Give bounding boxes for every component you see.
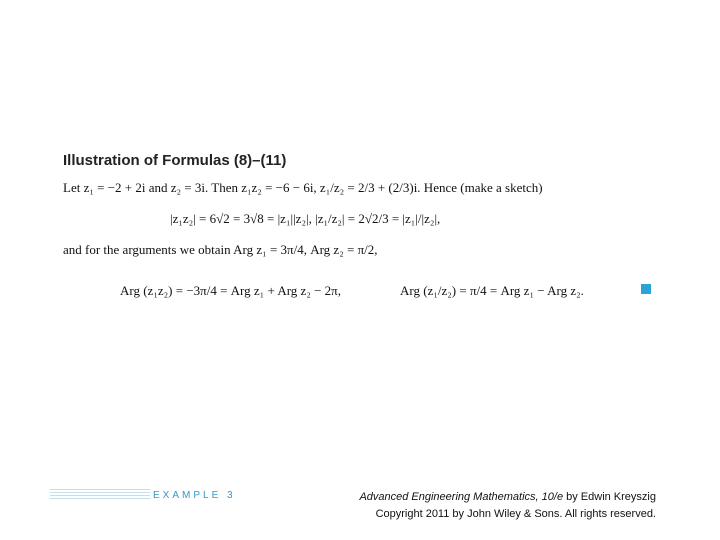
math-line-4a: Arg (z₁z₂) = −3π/4 = Arg z₁ + Arg z₂ − 2π, [120, 283, 341, 298]
math-line-3: and for the arguments we obtain Arg z₁ = 3π/4, Arg z₂ = π/2, [63, 242, 378, 257]
math-line-4b: Arg (z₁/z₂) = π/4 = Arg z₁ − Arg z₂. [400, 283, 584, 298]
end-of-example-square-icon [641, 284, 651, 294]
decorative-lines [50, 489, 150, 501]
footer-book-title: Advanced Engineering Mathematics, 10/e [359, 491, 564, 503]
math-line-1: Let z₁ = −2 + 2i and z₂ = 3i. Then z₁z₂ = −6 − 6i, z₁/z₂ = 2/3 + (2/3)i. Hence (make a sketch) [63, 180, 543, 195]
section-heading: Illustration of Formulas (8)–(11) [63, 152, 287, 169]
example-label: EXAMPLE 3 [153, 490, 236, 501]
footer-copyright: Copyright 2011 by John Wiley & Sons. All rights reserved. [375, 508, 656, 520]
footer-author: by Edwin Kreyszig [563, 491, 656, 503]
math-line-2: |z₁z₂| = 6√2 = 3√8 = |z₁||z₂|, |z₁/z₂| = 2√2/3 = |z₁|/|z₂|, [170, 211, 441, 226]
footer-citation [359, 489, 656, 523]
